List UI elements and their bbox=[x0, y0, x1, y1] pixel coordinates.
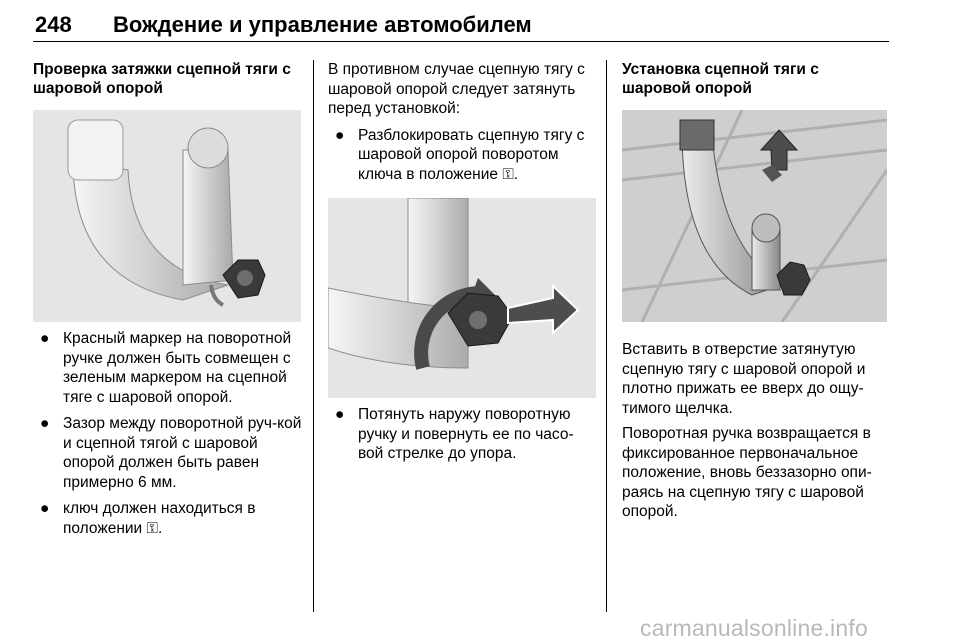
section-heading-check: Проверка затяжки сцепной тяги с шаровой опорой bbox=[33, 61, 291, 97]
key-unlock-icon: ⚿ bbox=[502, 165, 514, 183]
page-number: 248 bbox=[35, 12, 72, 37]
bullet-text: ключ должен находиться в положении bbox=[63, 500, 256, 537]
list-item bbox=[328, 126, 598, 185]
install-paragraph-1: Вставить в отверстие затянутую сцепную тягу с шаровой опорой и плотно прижать ее вверх до ощу-тимого щелчка. bbox=[622, 341, 866, 417]
bullet-glyph: ● bbox=[335, 126, 345, 144]
bullet-text: Потянуть наружу поворотную ручку и повернуть ее по часо-вой стрелке до упора. bbox=[358, 406, 574, 462]
bullet-glyph: ● bbox=[335, 406, 345, 423]
pull-knob-illustration bbox=[328, 198, 596, 398]
bullet-text: Зазор между поворотной руч-кой и сцепной тягой с шаровой опорой должен быть равен примерно 6 мм. bbox=[63, 415, 302, 491]
bullet-end: . bbox=[157, 519, 163, 537]
bullet-glyph: ● bbox=[40, 500, 50, 517]
page-title: Вождение и управление автомобилем bbox=[113, 12, 532, 37]
bullet-text: Разблокировать сцепную тягу с шаровой опорой поворотом ключа в положение bbox=[358, 126, 585, 183]
figure-install-towbar bbox=[622, 110, 887, 322]
column-tighten bbox=[328, 60, 598, 464]
section-heading-install: Установка сцепной тяги с шаровой опорой bbox=[622, 61, 819, 97]
watermark-text: carmanualsonline.info bbox=[640, 615, 868, 641]
bullet-text: Красный маркер на поворотной ручке должен быть совмещен с зеленым маркером на сцепной тяге с шаровой опорой. bbox=[63, 330, 292, 406]
install-paragraph-2: Поворотная ручка возвращается в фиксированное первоначальное положение, вновь беззазорно опи-раясь на сцепную тягу с шаровой опорой. bbox=[622, 425, 872, 520]
column-install bbox=[622, 60, 887, 522]
bullet-glyph: ● bbox=[40, 415, 50, 432]
list-item bbox=[33, 329, 303, 407]
bullet-end: . bbox=[513, 165, 519, 183]
list-item bbox=[33, 499, 303, 538]
column-check-tension bbox=[33, 60, 303, 538]
towbar-knob-illustration bbox=[33, 110, 301, 322]
intro-paragraph: В противном случае сцепную тягу с шаровой опорой следует затянуть перед установкой: bbox=[328, 61, 585, 117]
list-item bbox=[328, 405, 598, 464]
install-towbar-illustration bbox=[622, 110, 887, 322]
column-divider bbox=[606, 60, 607, 612]
page-header bbox=[33, 10, 889, 42]
list-item bbox=[33, 414, 303, 492]
figure-towbar-knob bbox=[33, 110, 301, 322]
figure-pull-knob bbox=[328, 198, 596, 398]
column-divider bbox=[313, 60, 314, 612]
bullet-glyph: ● bbox=[40, 330, 50, 347]
key-lock-icon: ⚿ bbox=[146, 519, 158, 537]
